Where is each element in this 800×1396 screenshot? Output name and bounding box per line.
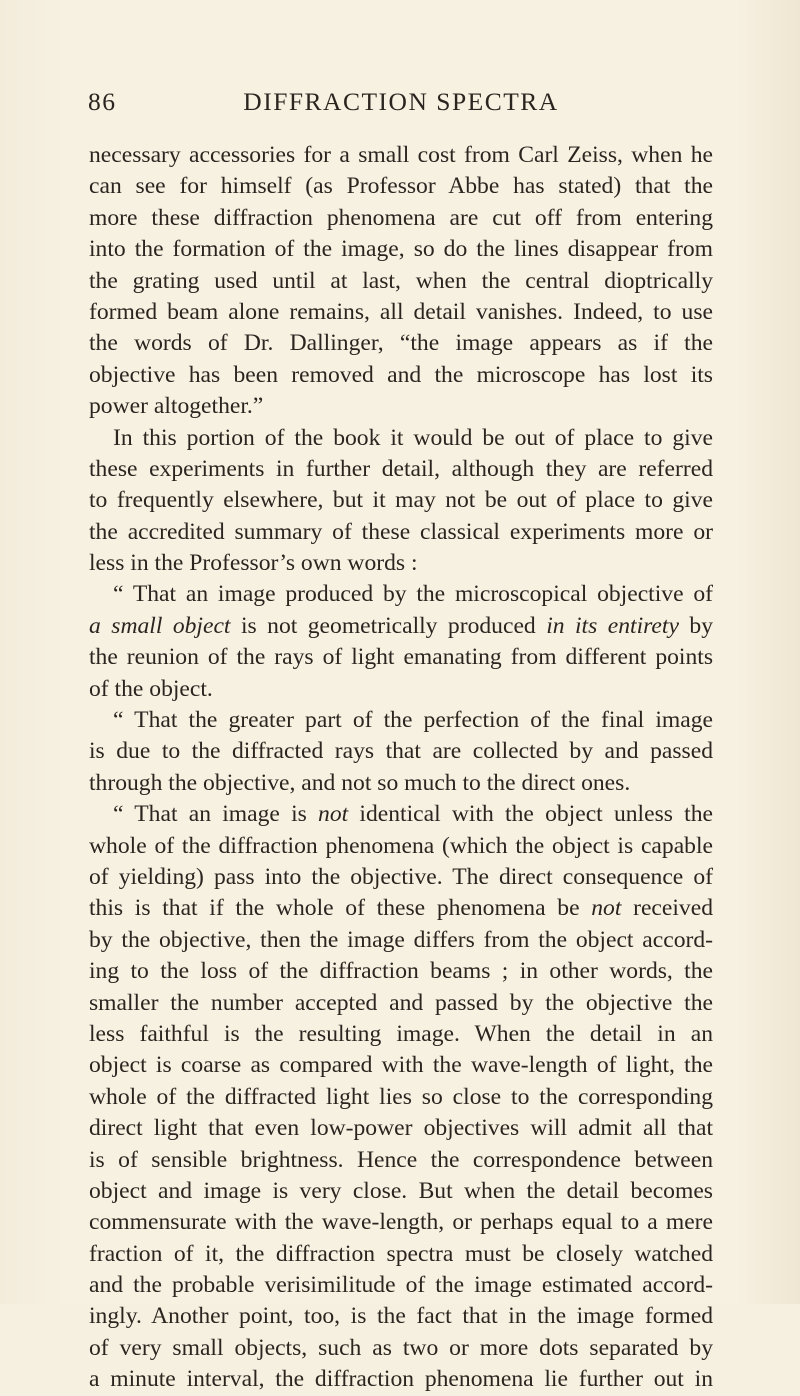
text-line — [89, 862, 713, 893]
text-line — [89, 234, 713, 265]
text-segment: ing to the loss of the diffraction beams ; in other words, the — [89, 958, 713, 985]
text-line — [89, 579, 713, 610]
text-line — [89, 831, 713, 862]
body-text — [89, 140, 713, 1396]
text-segment: more these diffraction phenomena are cut off from entering — [89, 204, 713, 231]
text-line — [89, 611, 713, 642]
text-line — [89, 203, 713, 234]
text-segment: by the objective, then the image differs from the object accord- — [89, 926, 713, 953]
text-line — [89, 642, 713, 673]
italic-text: not — [318, 801, 349, 828]
text-segment: less faithful is the resulting image. When the detail in an — [89, 1020, 713, 1047]
text-line — [89, 893, 713, 924]
text-line — [89, 768, 713, 799]
text-line — [89, 297, 713, 328]
text-segment: the words of Dr. Dallinger, “the image appears as if the — [89, 330, 713, 357]
page-number: 86 — [88, 87, 117, 116]
text-line — [89, 485, 713, 516]
text-segment: “ That the greater part of the perfection of the final image — [113, 707, 713, 734]
text-segment: of very small objects, such as two or more dots separated by — [89, 1334, 713, 1361]
text-segment: through the objective, and not so much to the direct ones. — [89, 769, 631, 796]
text-segment: and the probable verisimilitude of the image estimated accord- — [89, 1272, 713, 1299]
italic-text: a small object — [89, 612, 231, 639]
text-line — [89, 1364, 713, 1395]
text-segment: this is that if the whole of these phenomena be — [89, 895, 592, 922]
text-segment: object is coarse as compared with the wave-length of light, the — [89, 1052, 713, 1079]
text-segment: into the formation of the image, so do the lines disappear from — [89, 236, 713, 263]
text-segment: commensurate with the wave-length, or perhaps equal to a mere — [89, 1209, 713, 1236]
text-segment: necessary accessories for a small cost from Carl Zeiss, when he — [89, 142, 713, 168]
text-segment: of yielding) pass into the objective. The direct consequence of — [89, 863, 713, 890]
text-segment: less in the Professor’s own words : — [89, 550, 418, 577]
text-line — [89, 1301, 713, 1332]
text-line — [89, 1019, 713, 1050]
text-line — [89, 548, 713, 579]
text-segment: of the object. — [89, 675, 213, 702]
text-segment: object and image is very close. But when the detail becomes — [89, 1177, 713, 1204]
text-segment: whole of the diffracted light lies so close to the corresponding — [89, 1083, 713, 1110]
text-line — [89, 925, 713, 956]
text-line — [89, 1082, 713, 1113]
text-line — [89, 956, 713, 987]
text-segment: a minute interval, the diffraction phenomena lie further out in — [89, 1366, 713, 1393]
text-segment: the reunion of the rays of light emanating from different points — [89, 644, 713, 671]
text-segment: received — [621, 895, 713, 922]
text-line — [89, 1239, 713, 1270]
text-segment: “ That an image produced by the microscopical objective of — [113, 581, 713, 608]
text-segment: “ That an image is — [113, 801, 319, 828]
running-title: DIFFRACTION SPECTRA — [243, 87, 559, 116]
text-segment: these experiments in further detail, although they are referred — [89, 455, 713, 482]
text-segment: the grating used until at last, when the central dioptrically — [89, 267, 713, 294]
text-segment: power altogether.” — [89, 393, 264, 420]
text-segment: formed beam alone remains, all detail vanishes. Indeed, to use — [89, 298, 713, 325]
italic-text: in its entirety — [546, 612, 679, 639]
text-line — [89, 705, 713, 736]
text-segment: In this portion of the book it would be out of place to give — [113, 424, 713, 451]
text-line — [89, 517, 713, 548]
text-line — [89, 423, 713, 454]
text-segment: ingly. Another point, too, is the fact that in the image formed — [89, 1303, 713, 1330]
text-line — [89, 328, 713, 359]
text-line — [89, 1113, 713, 1144]
text-segment: identical with the object unless the — [348, 801, 713, 828]
text-line — [89, 1207, 713, 1238]
text-line — [89, 736, 713, 767]
text-segment: smaller the number accepted and passed by the objective the — [89, 989, 713, 1016]
text-line — [89, 171, 713, 202]
text-segment: objective has been removed and the microscope has lost its — [89, 361, 713, 388]
text-line — [89, 1333, 713, 1364]
text-line — [89, 360, 713, 391]
text-line — [89, 266, 713, 297]
italic-text: not — [591, 895, 622, 922]
running-head — [88, 87, 714, 119]
text-segment: direct light that even low-power objectives will admit all that — [89, 1115, 713, 1142]
text-line — [89, 1145, 713, 1176]
text-segment: is due to the diffracted rays that are collected by and passed — [89, 738, 713, 765]
text-line — [89, 1176, 713, 1207]
text-line — [89, 799, 713, 830]
text-segment: can see for himself (as Professor Abbe has stated) that the — [89, 173, 713, 200]
text-segment: is of sensible brightness. Hence the correspondence between — [89, 1146, 713, 1173]
text-segment: fraction of it, the diffraction spectra must be closely watched — [89, 1240, 713, 1267]
text-segment: whole of the diffraction phenomena (which the object is capable — [89, 832, 713, 859]
text-segment: to frequently elsewhere, but it may not be out of place to give — [89, 487, 713, 514]
text-line — [89, 1050, 713, 1081]
text-line — [89, 988, 713, 1019]
text-line — [89, 140, 713, 171]
text-line — [89, 1270, 713, 1301]
text-segment: is not geometrically produced — [230, 612, 547, 639]
text-line — [89, 454, 713, 485]
text-line — [89, 391, 713, 422]
text-line — [89, 674, 713, 705]
text-segment: by — [678, 612, 713, 639]
text-segment: the accredited summary of these classical experiments more or — [89, 518, 713, 545]
